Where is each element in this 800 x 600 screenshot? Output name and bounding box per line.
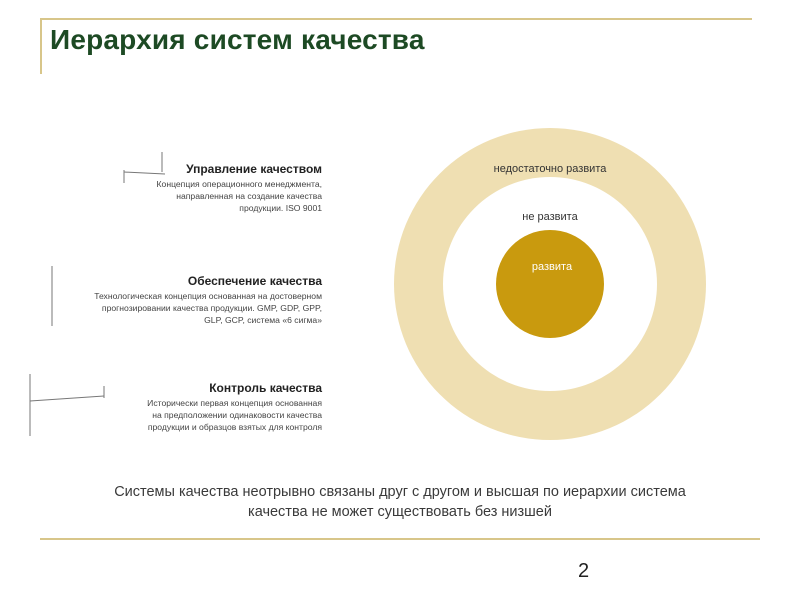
description-line: Концепция операционного менеджмента, [156,179,322,189]
page-number: 2 [578,560,590,582]
summary-line: качества не может существовать без низшей [248,504,552,520]
block-description [52,290,322,326]
block-description [90,397,322,433]
description-line: продукции. ISO 9001 [239,203,322,213]
slide-title: Иерархия систем качества [50,24,425,55]
description-line: продукции и образцов взятых для контроля [147,422,322,432]
inner-core [496,230,604,338]
block-heading: Управление качеством [186,162,322,176]
outer-ring-label: недостаточно развита [493,163,607,175]
middle-ring-label: не развита [522,211,578,223]
block-quality-assurance [52,274,322,326]
description-line: на предположении одинаковости качества [152,410,322,420]
block-description [118,178,322,214]
description-line: Исторически первая концепция основанная [147,398,322,408]
description-line: направленная на создание качества [176,191,322,201]
description-line: GLP, GCP, система «6 сигма» [204,315,322,325]
block-quality-control [90,381,322,433]
summary-text [40,482,760,522]
description-line: Технологическая концепция основанная на достоверном [94,291,322,301]
block-heading: Контроль качества [209,381,322,395]
inner-core-label: развита [531,261,573,273]
block-quality-management [118,162,322,214]
summary-line: Системы качества неотрывно связаны друг с другом и высшая по иерархии система [114,484,686,500]
bottom-rule [40,538,760,540]
description-line: прогнозировании качества продукции. GMP, GDP, GPP, [101,303,322,313]
block-heading: Обеспечение качества [187,274,322,288]
